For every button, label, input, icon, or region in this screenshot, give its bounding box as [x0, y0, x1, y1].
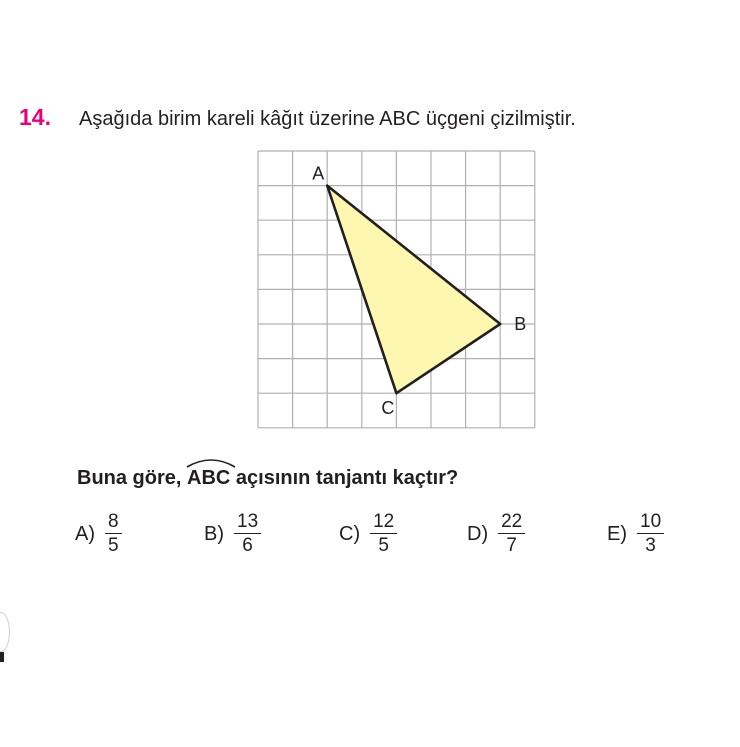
- angle-name: ABC: [187, 467, 231, 489]
- vertex-label-a: A: [312, 163, 325, 184]
- numerator: 22: [498, 512, 525, 534]
- choice-letter: B): [204, 522, 224, 545]
- choice-fraction: [105, 512, 122, 556]
- vertex-label-c: C: [381, 398, 395, 419]
- choice-letter: C): [339, 522, 361, 545]
- question-prompt: [77, 467, 458, 490]
- choice-c[interactable]: [339, 512, 397, 556]
- numerator: 10: [637, 512, 664, 534]
- denominator: 5: [378, 535, 389, 556]
- choice-letter: D): [467, 522, 489, 545]
- page-edge-dot: [0, 652, 4, 662]
- denominator: 7: [506, 535, 517, 556]
- choice-letter: E): [607, 522, 627, 545]
- denominator: 3: [645, 535, 656, 556]
- numerator: 8: [105, 512, 122, 534]
- choice-fraction: [637, 512, 664, 556]
- choice-a[interactable]: [75, 512, 122, 556]
- choice-e[interactable]: [607, 512, 664, 556]
- numerator: 13: [234, 512, 261, 534]
- choice-b[interactable]: [204, 512, 261, 556]
- choice-fraction: [370, 512, 397, 556]
- numerator: 12: [370, 512, 397, 534]
- choice-letter: A): [75, 522, 95, 545]
- choice-fraction: [498, 512, 525, 556]
- angle-notation: [187, 467, 230, 490]
- choice-fraction: [234, 512, 261, 556]
- choice-d[interactable]: [467, 512, 525, 556]
- prompt-after: açısının tanjantı kaçtır?: [235, 467, 459, 489]
- denominator: 6: [242, 535, 253, 556]
- question-stem: Aşağıda birim kareli kâğıt üzerine ABC üçgeni çizilmiştir.: [79, 108, 576, 130]
- question-number: 14.: [19, 104, 51, 130]
- angle-arc-icon: [185, 455, 237, 469]
- vertex-label-b: B: [514, 314, 527, 334]
- denominator: 5: [108, 535, 119, 556]
- prompt-before: Buna göre,: [77, 467, 182, 489]
